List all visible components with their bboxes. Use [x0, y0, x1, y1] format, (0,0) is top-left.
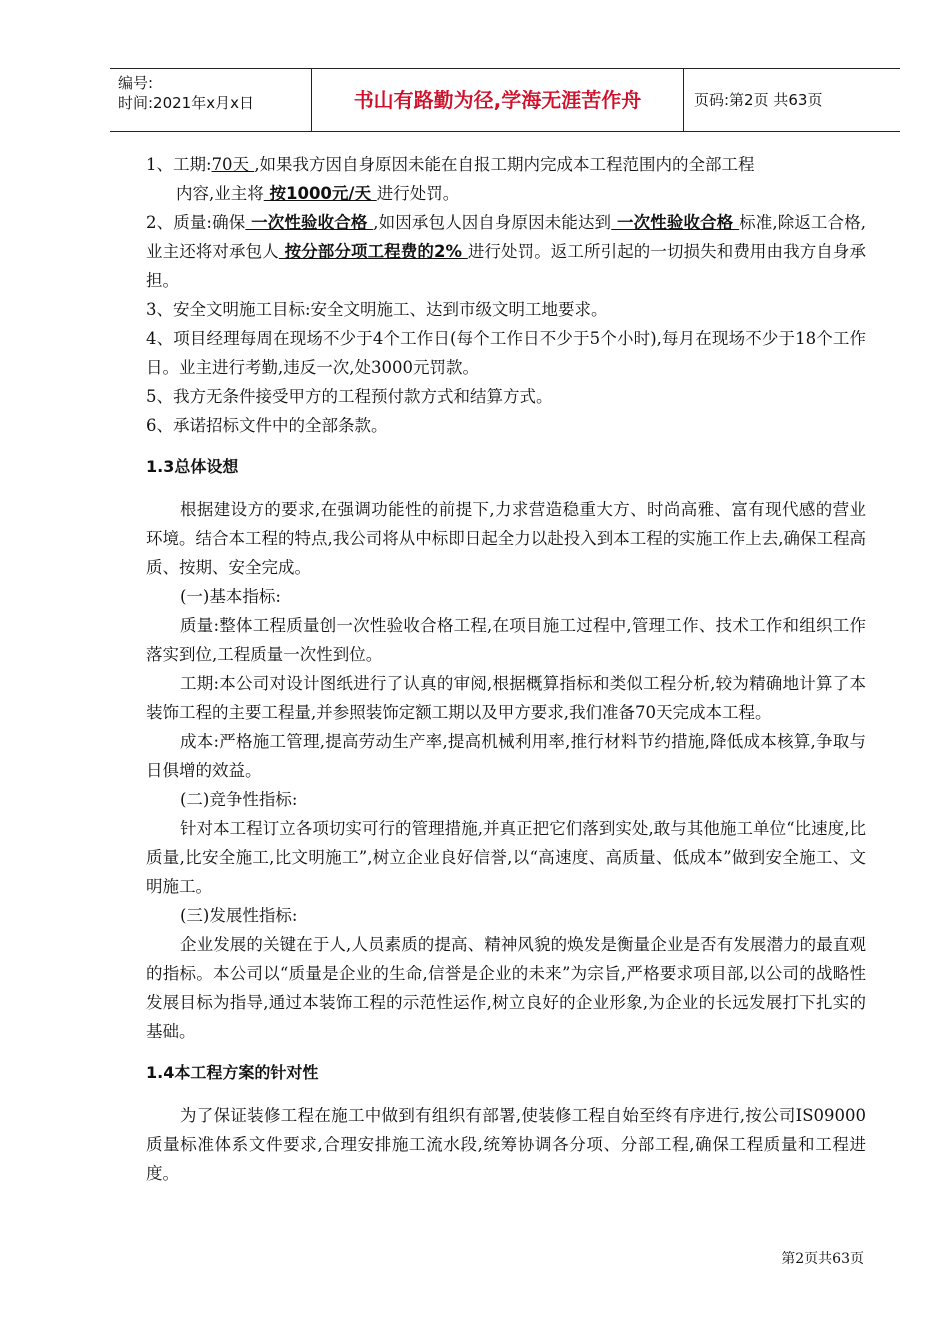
- header-motto: 书山有路勤为径,学海无涯苦作舟: [312, 69, 684, 131]
- header-meta: [110, 69, 312, 131]
- cost-paragraph: 成本:严格施工管理,提高劳动生产率,提高机械利用率,推行材料节约措施,降低成本核算,争取与日俱增的效益。: [146, 732, 866, 780]
- commitment-item-1: [146, 150, 866, 179]
- subheading-competitive-indicators: (二)竞争性指标:: [180, 790, 298, 809]
- schedule-paragraph: 工期:本公司对设计图纸进行了认真的审阅,根据概算指标和类似工程分析,较为精确地计算了本装饰工程的主要工程量,并参照装饰定额工期以及甲方要求,我们准备70天完成本工程。: [146, 674, 866, 722]
- item2-quality-target: 一次性验收合格: [245, 213, 374, 232]
- subheading-basic-indicators: (一)基本指标:: [180, 587, 281, 606]
- development-paragraph: 企业发展的关键在于人,人员素质的提高、精神风貌的焕发是衡量企业是否有发展潜力的最直观的指标。本公司以“质量是企业的生命,信誉是企业的未来”为宗旨,严格要求项目部,以公司的战略性发展目标为指导,通过本装饰工程的示范性运作,树立良好的企业形象,为企业的长远发展打下扎实的基础。: [146, 935, 866, 1041]
- document-date: 时间:2021年x月x日: [118, 94, 254, 112]
- item2-text-c: 标准,除返工合格,业主还将对承包人: [146, 213, 866, 261]
- commitment-item-4: 4、项目经理每周在现场不少于4个工作日(每个工作日不少于5个小时),每月在现场不少于18个工作日。业主进行考勤,违反一次,处3000元罚款。: [146, 329, 866, 377]
- item1-text-b: ,如果我方因自身原因未能在自报工期内完成本工程范围内的全部工程: [254, 155, 755, 174]
- page-footer: 第2页共63页: [781, 1251, 864, 1267]
- section-1-3-paragraph: 根据建设方的要求,在强调功能性的前提下,力求营造稳重大方、时尚高雅、富有现代感的营业环境。结合本工程的特点,我公司将从中标即日起全力以赴投入到本工程的实施工作上去,确保工程高质、按期、安全完成。: [146, 500, 866, 577]
- commitment-item-6: 6、承诺招标文件中的全部条款。: [146, 416, 388, 435]
- item1-text-d: 进行处罚。: [376, 184, 460, 203]
- commitment-item-3: 3、安全文明施工目标:安全文明施工、达到市级文明工地要求。: [146, 300, 608, 319]
- subheading-development-indicators: (三)发展性指标:: [180, 906, 298, 925]
- page-header: [110, 68, 900, 132]
- item2-penalty: 按分部分项工程费的2%: [278, 242, 468, 261]
- commitment-item-5: 5、我方无条件接受甲方的工程预付款方式和结算方式。: [146, 387, 553, 406]
- item2-quality-standard: 一次性验收合格: [611, 213, 740, 232]
- item1-duration: 70天: [211, 155, 255, 174]
- item2-text-a: 2、质量:确保: [146, 213, 246, 232]
- document-number-label: 编号:: [118, 74, 154, 92]
- item1-text-c: 内容,业主将: [176, 184, 264, 203]
- item1-penalty: 按1000元/天: [263, 184, 377, 203]
- competitive-paragraph: 针对本工程订立各项切实可行的管理措施,并真正把它们落到实处,敢与其他施工单位“比速度,比质量,比安全施工,比文明施工”,树立企业良好信誉,以“高速度、高质量、低成本”做到安全施工、文明施工。: [146, 819, 866, 896]
- commitment-item-1-cont: [146, 179, 866, 208]
- quality-paragraph: 质量:整体工程质量创一次性验收合格工程,在项目施工过程中,管理工作、技术工作和组织工作落实到位,工程质量一次性到位。: [146, 616, 866, 664]
- item2-text-b: ,如因承包人因自身原因未能达到: [373, 213, 612, 232]
- section-heading-1-4: 1.4本工程方案的针对性: [146, 1063, 319, 1082]
- section-heading-1-3: 1.3总体设想: [146, 457, 239, 476]
- header-page-number: 页码:第2页 共63页: [694, 91, 823, 109]
- document-body: [146, 150, 866, 1188]
- section-1-4-paragraph: 为了保证装修工程在施工中做到有组织有部署,使装修工程自始至终有序进行,按公司IS09000质量标准体系文件要求,合理安排施工流水段,统筹协调各分项、分部工程,确保工程质量和工程进度。: [146, 1106, 866, 1183]
- commitment-item-2: [146, 208, 866, 295]
- item1-text-a: 1、工期:: [146, 155, 212, 174]
- item2-text-d: 进行处罚。返工所引起的一切损失和费用由我方自身承担。: [146, 242, 866, 290]
